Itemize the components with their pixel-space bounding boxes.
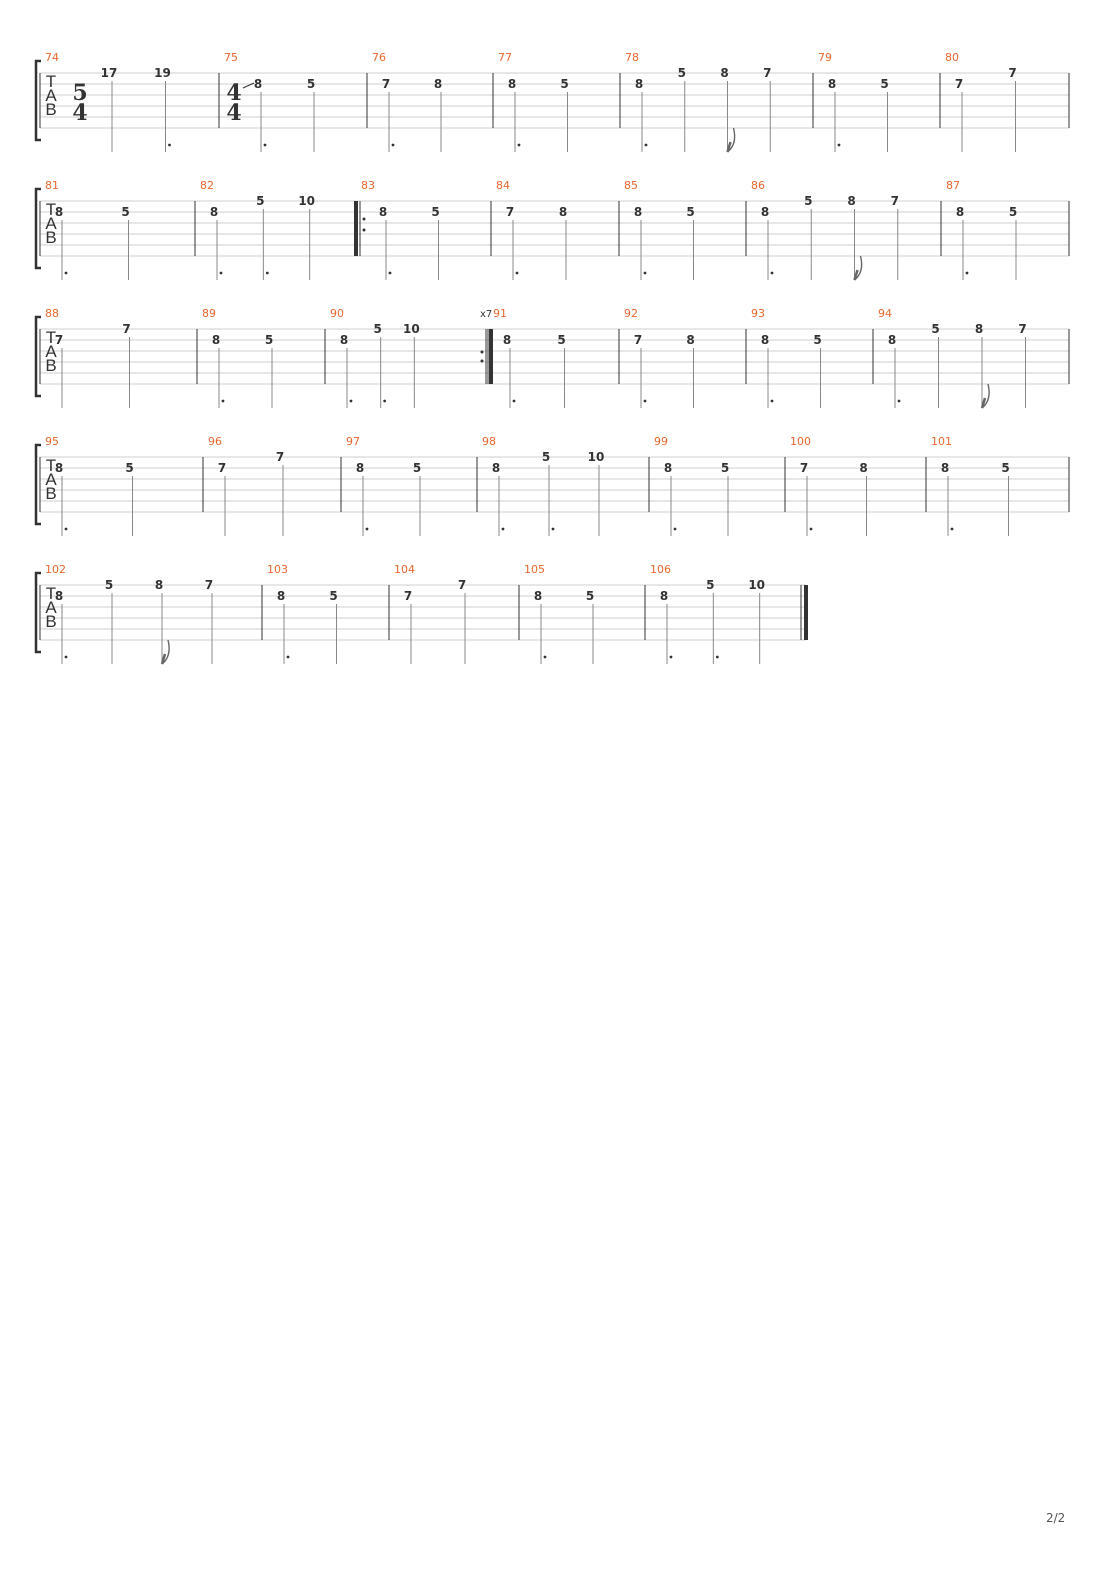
tab-note: [55, 589, 68, 664]
fret-number: 8: [859, 461, 868, 475]
fret-number: 5: [256, 194, 265, 208]
rhythm-dot: [645, 144, 648, 147]
fret-number: 7: [799, 461, 809, 475]
tab-note: [277, 589, 290, 664]
tab-note: [800, 461, 813, 536]
fret-number: 5: [264, 333, 274, 347]
tab-note: [373, 322, 386, 408]
fret-number: 7: [954, 77, 964, 91]
measure-90: [330, 307, 493, 408]
fret-number: 5: [1008, 205, 1018, 219]
measure-74: [45, 51, 171, 152]
tab-note: [763, 66, 771, 152]
repeat-dot: [363, 229, 366, 232]
tab-note: [586, 589, 594, 664]
fret-number: 8: [974, 322, 984, 336]
tab-note: [105, 578, 113, 664]
fret-number: 5: [720, 461, 730, 475]
measure-98: [482, 435, 604, 536]
fret-number: 5: [121, 205, 130, 219]
fret-number: 8: [502, 333, 512, 347]
measure-number: 101: [931, 435, 952, 448]
tab-note: [888, 333, 901, 408]
tab-note: [847, 194, 861, 280]
tab-note: [101, 66, 118, 152]
tab-note: [210, 205, 223, 280]
rhythm-dot: [264, 144, 267, 147]
tab-note: [265, 333, 273, 408]
measure-number: 77: [498, 51, 512, 64]
fret-number: 7: [54, 333, 64, 347]
tab-note: [660, 589, 673, 664]
measure-number: 105: [524, 563, 545, 576]
tab-note: [634, 333, 647, 408]
tab-note: [413, 461, 421, 536]
tab-note: [975, 322, 989, 408]
fret-number: 8: [154, 578, 164, 592]
fret-number: 5: [686, 205, 695, 219]
time-signature-top: 5: [72, 80, 88, 106]
measure-number: 88: [45, 307, 59, 320]
fret-number: 10: [587, 450, 605, 464]
fret-number: 8: [720, 66, 729, 80]
tab-note: [125, 461, 133, 536]
measure-number: 96: [208, 435, 222, 448]
tab-note: [955, 77, 963, 152]
measure-number: 91: [493, 307, 507, 320]
tab-note: [804, 194, 812, 280]
measure-76: [372, 51, 442, 152]
tab-note: [560, 77, 568, 152]
fret-number: 5: [373, 322, 382, 336]
tab-note: [588, 450, 605, 536]
repeat-end-thick-bar: [489, 329, 493, 384]
fret-number: 5: [104, 578, 114, 592]
measure-number: 87: [946, 179, 960, 192]
rhythm-dot: [350, 400, 353, 403]
measure-number: 76: [372, 51, 386, 64]
measure-number: 93: [751, 307, 765, 320]
measure-95: [45, 435, 134, 536]
tab-note: [434, 77, 442, 152]
fret-number: 5: [1001, 461, 1010, 475]
rhythm-dot: [513, 400, 516, 403]
measure-number: 95: [45, 435, 59, 448]
tab-note: [382, 77, 395, 152]
measure-103: [267, 563, 338, 664]
tab-note: [218, 461, 226, 536]
measure-99: [654, 435, 729, 536]
tab-note: [1009, 205, 1017, 280]
measure-92: [624, 307, 695, 408]
measure-79: [818, 51, 889, 152]
tab-note: [634, 205, 647, 280]
fret-number: 7: [1008, 66, 1017, 80]
measure-93: [751, 307, 822, 408]
tab-clef-letter: B: [45, 100, 57, 119]
tab-note: [121, 205, 129, 280]
rhythm-dot: [838, 144, 841, 147]
measure-87: [946, 179, 1017, 280]
measure-number: 84: [496, 179, 510, 192]
fret-number: 7: [275, 450, 285, 464]
measure-105: [524, 563, 594, 664]
tab-note: [55, 461, 68, 536]
fret-number: 8: [355, 461, 365, 475]
rhythm-dot: [810, 528, 813, 531]
fret-number: 5: [931, 322, 940, 336]
fret-number: 5: [813, 333, 822, 347]
fret-number: 5: [585, 589, 595, 603]
tab-note: [761, 333, 774, 408]
tab-note: [956, 205, 969, 280]
tab-note: [686, 205, 694, 280]
tab-clef-letter: B: [45, 228, 57, 247]
fret-number: 8: [887, 333, 897, 347]
measure-number: 75: [224, 51, 238, 64]
fret-number: 8: [663, 461, 673, 475]
rhythm-dot: [644, 272, 647, 275]
tab-note: [880, 77, 888, 152]
tab-note: [931, 322, 939, 408]
measure-82: [200, 179, 315, 280]
rhythm-dot: [65, 528, 68, 531]
measure-number: 103: [267, 563, 288, 576]
tab-system: [36, 307, 1069, 408]
fret-number: 8: [686, 333, 695, 347]
rhythm-dot: [552, 528, 555, 531]
measure-102: [45, 563, 213, 664]
rhythm-dot: [392, 144, 395, 147]
rhythm-dot: [222, 400, 225, 403]
tab-note: [720, 66, 734, 152]
measure-85: [624, 179, 695, 280]
measure-number: 100: [790, 435, 811, 448]
tab-clef-letter: A: [45, 598, 57, 617]
fret-number: 7: [505, 205, 515, 219]
tab-note: [721, 461, 729, 536]
measure-91: [493, 307, 566, 408]
fret-number: 5: [329, 589, 338, 603]
fret-number: 8: [760, 333, 770, 347]
measure-number: 104: [394, 563, 415, 576]
tab-clef-letter: T: [45, 584, 57, 603]
measure-104: [394, 563, 466, 664]
measure-number: 106: [650, 563, 671, 576]
tab-note: [828, 77, 841, 152]
tab-clef-letter: T: [45, 200, 57, 219]
tab-note: [256, 194, 269, 280]
rhythm-dot: [168, 144, 171, 147]
tab-note: [1008, 66, 1016, 152]
measure-96: [208, 435, 284, 536]
fret-number: 5: [880, 77, 889, 91]
measure-100: [790, 435, 868, 536]
measure-101: [931, 435, 1010, 536]
measure-number: 81: [45, 179, 59, 192]
fret-number: 8: [659, 589, 669, 603]
rhythm-dot: [644, 400, 647, 403]
tab-note: [307, 77, 315, 152]
tab-clef-letter: A: [45, 342, 57, 361]
tab-note: [431, 205, 439, 280]
fret-number: 8: [211, 333, 221, 347]
fret-number: 10: [298, 194, 316, 208]
rhythm-dot: [383, 400, 386, 403]
repeat-start-thick-bar: [354, 201, 358, 256]
tab-clef-letter: A: [45, 214, 57, 233]
tab-clef-letter: T: [45, 328, 57, 347]
measure-89: [202, 307, 273, 408]
measure-number: 86: [751, 179, 765, 192]
fret-number: 5: [412, 461, 422, 475]
fret-number: 8: [253, 77, 263, 91]
measure-number: 82: [200, 179, 214, 192]
tab-note: [542, 450, 555, 536]
tab-clef-letter: A: [45, 470, 57, 489]
measure-number: 83: [361, 179, 375, 192]
tab-note: [859, 461, 867, 536]
measure-number: 85: [624, 179, 638, 192]
fret-number: 10: [402, 322, 420, 336]
fret-number: 8: [54, 205, 64, 219]
tab-note: [243, 77, 266, 152]
tab-system: [36, 51, 1069, 152]
fret-number: 8: [634, 77, 644, 91]
measure-number: 89: [202, 307, 216, 320]
fret-number: 5: [804, 194, 813, 208]
tab-note: [155, 578, 169, 664]
tab-clef-letter: B: [45, 356, 57, 375]
fret-number: 8: [533, 589, 543, 603]
measure-number: 79: [818, 51, 832, 64]
tab-note: [506, 205, 519, 280]
fret-number: 17: [100, 66, 118, 80]
rhythm-dot: [771, 272, 774, 275]
measure-83: [354, 179, 440, 280]
tab-note: [508, 77, 521, 152]
fret-number: 8: [633, 205, 643, 219]
fret-number: 5: [677, 66, 686, 80]
fret-number: 7: [763, 66, 772, 80]
tab-system: [36, 179, 1069, 280]
rhythm-dot: [287, 656, 290, 659]
measure-number: 99: [654, 435, 668, 448]
measure-number: 78: [625, 51, 639, 64]
fret-number: 8: [209, 205, 219, 219]
page-number: 2/2: [1046, 1511, 1066, 1525]
fret-number: 10: [748, 578, 766, 592]
tab-note: [404, 589, 412, 664]
tab-note: [329, 589, 337, 664]
fret-number: 5: [557, 333, 566, 347]
tab-system: [36, 563, 808, 664]
rhythm-dot: [951, 528, 954, 531]
measure-97: [346, 435, 421, 536]
measure-86: [751, 179, 899, 280]
tab-note: [212, 333, 225, 408]
fret-number: 8: [54, 589, 64, 603]
fret-number: 8: [491, 461, 501, 475]
tab-note: [686, 333, 694, 408]
tab-clef-letter: T: [45, 456, 57, 475]
fret-number: 7: [381, 77, 391, 91]
fret-number: 7: [633, 333, 643, 347]
tab-note: [557, 333, 565, 408]
measure-75: [224, 51, 315, 152]
tab-clef-letter: B: [45, 612, 57, 631]
fret-number: 8: [507, 77, 517, 91]
tab-note: [298, 194, 315, 280]
rhythm-dot: [65, 656, 68, 659]
tab-note: [356, 461, 369, 536]
tab-note: [559, 205, 567, 280]
measure-106: [650, 563, 765, 664]
fret-number: 5: [541, 450, 551, 464]
tab-note: [205, 578, 213, 664]
measure-78: [625, 51, 771, 152]
tab-note: [55, 205, 68, 280]
rhythm-dot: [771, 400, 774, 403]
fret-number: 8: [827, 77, 837, 91]
fret-number: 5: [706, 578, 715, 592]
tab-clef-letter: T: [45, 72, 57, 91]
measure-84: [496, 179, 567, 280]
measure-number: 94: [878, 307, 892, 320]
fret-number: 7: [217, 461, 227, 475]
measure-77: [498, 51, 569, 152]
repeat-dot: [481, 351, 484, 354]
time-signature-top: 4: [226, 80, 242, 106]
tab-clef-letter: A: [45, 86, 57, 105]
final-barline-thick: [804, 585, 808, 640]
time-signature-bottom: 4: [72, 100, 88, 126]
fret-number: 7: [204, 578, 214, 592]
rhythm-dot: [674, 528, 677, 531]
fret-number: 8: [54, 461, 64, 475]
tab-note: [635, 77, 648, 152]
measure-number: 80: [945, 51, 959, 64]
measure-number: 98: [482, 435, 496, 448]
repeat-count: x7: [480, 309, 493, 320]
tab-note: [1018, 322, 1026, 408]
tab-note: [664, 461, 677, 536]
fret-number: 8: [760, 205, 770, 219]
rhythm-dot: [670, 656, 673, 659]
measure-number: 92: [624, 307, 638, 320]
rhythm-dot: [518, 144, 521, 147]
rhythm-dot: [544, 656, 547, 659]
rhythm-dot: [516, 272, 519, 275]
rhythm-dot: [898, 400, 901, 403]
fret-number: 7: [1018, 322, 1027, 336]
tab-note: [403, 322, 420, 408]
measure-88: [45, 307, 131, 408]
fret-number: 7: [122, 322, 131, 336]
tab-note: [706, 578, 719, 664]
tab-note: [154, 66, 171, 152]
rhythm-dot: [716, 656, 719, 659]
rhythm-dot: [366, 528, 369, 531]
time-signature-bottom: 4: [226, 100, 242, 126]
fret-number: 5: [306, 77, 316, 91]
repeat-dot: [363, 218, 366, 221]
measure-80: [945, 51, 1017, 152]
fret-number: 8: [433, 77, 443, 91]
tab-note: [503, 333, 516, 408]
rhythm-dot: [266, 272, 269, 275]
fret-number: 8: [378, 205, 388, 219]
fret-number: 19: [154, 66, 171, 80]
tab-note: [891, 194, 899, 280]
fret-number: 8: [955, 205, 965, 219]
tab-note: [122, 322, 130, 408]
measure-number: 90: [330, 307, 344, 320]
measure-number: 97: [346, 435, 360, 448]
fret-number: 8: [558, 205, 568, 219]
measure-number: 74: [45, 51, 59, 64]
fret-number: 8: [847, 194, 856, 208]
fret-number: 7: [457, 578, 467, 592]
tab-note: [492, 461, 505, 536]
fret-number: 8: [940, 461, 950, 475]
tab-clef-letter: B: [45, 484, 57, 503]
tab-note: [678, 66, 686, 152]
tab-note: [276, 450, 284, 536]
measure-81: [45, 179, 130, 280]
fret-number: 5: [560, 77, 569, 91]
rhythm-dot: [502, 528, 505, 531]
measure-94: [878, 307, 1027, 408]
rhythm-dot: [389, 272, 392, 275]
repeat-dot: [481, 360, 484, 363]
tab-note: [813, 333, 821, 408]
tab-note: [1001, 461, 1009, 536]
tab-note: [761, 205, 774, 280]
rhythm-dot: [220, 272, 223, 275]
fret-number: 8: [339, 333, 349, 347]
tab-note: [379, 205, 392, 280]
rhythm-dot: [65, 272, 68, 275]
fret-number: 8: [276, 589, 286, 603]
tab-system: [36, 435, 1069, 536]
tab-note: [534, 589, 547, 664]
fret-number: 5: [125, 461, 134, 475]
rhythm-dot: [966, 272, 969, 275]
tab-note: [941, 461, 954, 536]
measure-number: 102: [45, 563, 66, 576]
tab-note: [748, 578, 765, 664]
fret-number: 7: [890, 194, 899, 208]
tab-note: [458, 578, 466, 664]
fret-number: 7: [403, 589, 413, 603]
tab-note: [340, 333, 353, 408]
fret-number: 5: [431, 205, 440, 219]
